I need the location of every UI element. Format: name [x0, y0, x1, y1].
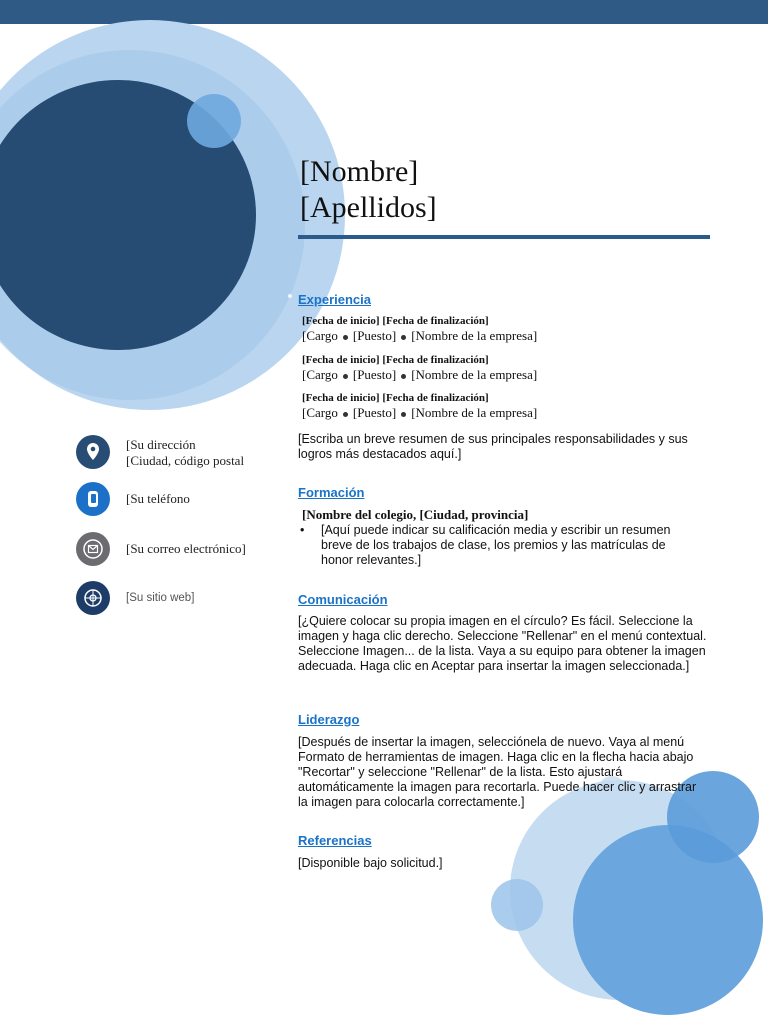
- name-underline: [298, 235, 710, 239]
- school-name: [Nombre del colegio, [Ciudad, provincia]: [302, 507, 529, 522]
- job-entry-2: [302, 354, 712, 383]
- bullet-dot: [401, 412, 406, 417]
- first-name: [Nombre]: [300, 155, 419, 188]
- job-dates: [Fecha de inicio] [Fecha de finalización]: [302, 315, 489, 327]
- last-name: [Apellidos]: [300, 191, 437, 224]
- job-company: [Nombre de la empresa]: [411, 367, 538, 382]
- phone-text: [Su teléfono: [126, 491, 190, 506]
- bullet-dot: [401, 374, 406, 379]
- bullet-dot: [343, 412, 348, 417]
- references-text: [Disponible bajo solicitud.]: [298, 856, 443, 870]
- job-company: [Nombre de la empresa]: [411, 405, 538, 420]
- phone-icon: [76, 482, 110, 516]
- bottom-tiny-circle: [491, 879, 543, 931]
- section-title-experience: Experiencia: [298, 292, 371, 307]
- job-position: [Cargo: [302, 405, 338, 420]
- bullet-dot: [343, 374, 348, 379]
- bullet-dot: [343, 335, 348, 340]
- job-entry-3: [302, 392, 712, 421]
- bullet-dot: [401, 335, 406, 340]
- job-entry-1: [302, 315, 712, 344]
- job-dates: [Fecha de inicio] [Fecha de finalización]: [302, 392, 489, 404]
- job-position: [Cargo: [302, 328, 338, 343]
- section-title-education: Formación: [298, 485, 365, 500]
- candidate-name: [300, 154, 720, 226]
- section-title-communication: Comunicación: [298, 592, 388, 607]
- job-post: [Puesto]: [352, 328, 397, 343]
- bullet-mark: •: [300, 523, 305, 537]
- job-post: [Puesto]: [352, 367, 397, 382]
- small-accent-circle: [187, 94, 241, 148]
- email-icon: [76, 532, 110, 566]
- section-title-references: Referencias: [298, 833, 372, 848]
- globe-icon: [76, 581, 110, 615]
- leadership-text: [Después de insertar la imagen, selecciónela de nuevo. Vaya al menú Formato de herramientas de imagen. Haga clic en la flecha hacia abajo "Recortar" y seleccione "Rellenar" de la lista. Esto ajustará automáticamente la imagen para recortarla. Puede hacer clic y arrastrar la imagen para colocarla correctamente.]: [298, 735, 697, 809]
- education-details: [Aquí puede indicar su calificación media y escribir un resumen breve de los trabajos de clase, los premios y las matrículas de honor relevantes.]: [321, 523, 671, 567]
- location-pin-icon: [76, 435, 110, 469]
- job-post: [Puesto]: [352, 405, 397, 420]
- job-company: [Nombre de la empresa]: [411, 328, 538, 343]
- job-position: [Cargo: [302, 367, 338, 382]
- section-title-leadership: Liderazgo: [298, 712, 360, 727]
- website-text: [Su sitio web]: [126, 592, 195, 604]
- experience-summary: [Escriba un breve resumen de sus principales responsabilidades y sus logros más destacados aquí.]: [298, 432, 688, 461]
- email-text: [Su correo electrónico]: [126, 541, 246, 556]
- address-line-1: [Su dirección: [126, 437, 196, 452]
- job-dates: [Fecha de inicio] [Fecha de finalización]: [302, 354, 489, 366]
- address-line-2: [Ciudad, código postal: [126, 453, 245, 468]
- communication-text: [¿Quiere colocar su propia imagen en el círculo? Es fácil. Seleccione la imagen y haga clic derecho. Seleccione "Rellenar" en el menú contextual. Seleccione Imagen... de la lista. Vaya a su equipo para obtener la imagen adecuada. Haga clic en Aceptar para insertar la imagen seleccionada.]: [298, 614, 707, 673]
